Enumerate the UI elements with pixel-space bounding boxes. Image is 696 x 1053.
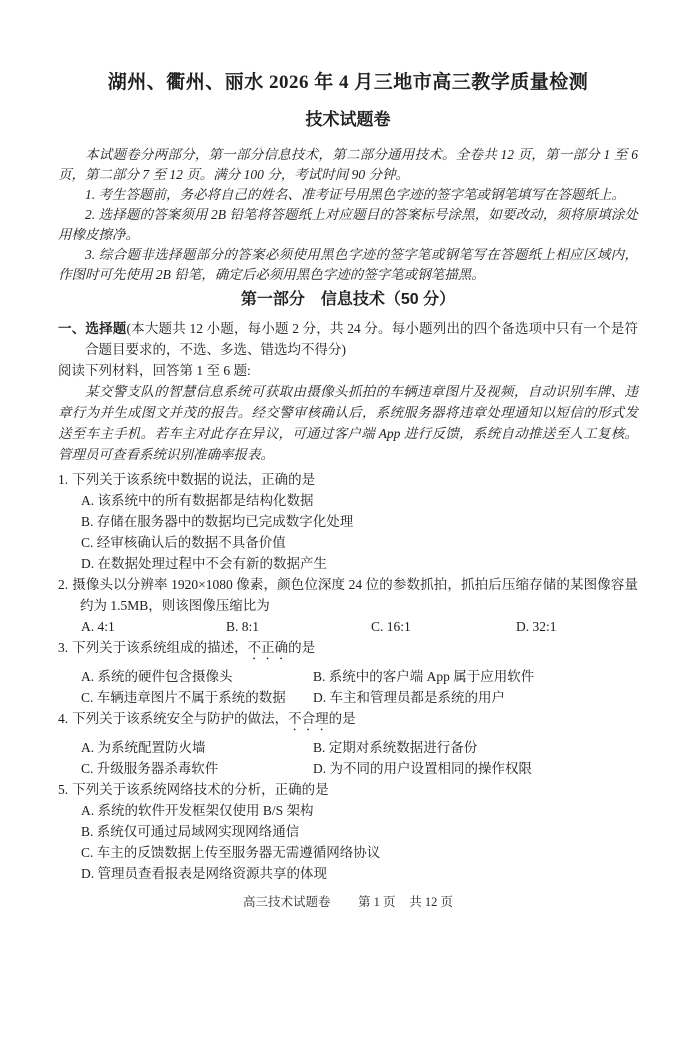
question-5-stem — [58, 779, 638, 800]
option-c: C. 升级服务器杀毒软件 — [81, 761, 219, 776]
section-heading: 第一部分 信息技术（50 分） — [240, 291, 456, 308]
option-a: A. 该系统中的所有数据都是结构化数据 — [81, 493, 314, 508]
instruction-item-2: 2. 选择题的答案须用 2B 铅笔将答题纸上对应题目的答案标号涂黑，如要改动，须将原填涂处用橡皮擦净。 — [58, 207, 638, 242]
question-2-options — [58, 616, 638, 637]
option-b: B. 定期对系统数据进行备份 — [313, 740, 478, 755]
stem-text: 摄像头以分辨率 1920×1080 像素，颜色位深度 24 位的参数抓拍，抓拍后压缩存储的某图像容量约为 1.5MB，则该图像压缩比为 — [72, 577, 638, 613]
option-b: B. 存储在服务器中的数据均已完成数字化处理 — [81, 514, 354, 529]
question-type-heading — [58, 318, 638, 360]
option-b: B. 8:1 — [226, 619, 260, 634]
question-4 — [58, 708, 638, 779]
exam-page — [0, 70, 696, 1053]
stem-text: 下列关于该系统组成的描述， — [72, 640, 248, 655]
question-2 — [58, 574, 638, 637]
stem-text: 下列关于该系统中数据的说法，正确的是 — [72, 472, 316, 487]
question-number: 1. — [58, 472, 69, 487]
question-type-label: 一、选择题 — [58, 321, 127, 336]
question-1-options — [58, 490, 638, 574]
option-d: D. 车主和管理员都是系统的用户 — [313, 690, 505, 705]
material-paragraph: 某交警支队的智慧信息系统可获取由摄像头抓拍的车辆违章图片及视频，自动识别车牌、违章行为并生成图文并茂的报告。经交警审核确认后，系统服务器将违章处理通知以短信的形式发送至车主手机。若车主对此存在异议，可通过客户端 App 进行反馈，系统自动推送至人工复核。管理员可查看系统识别准确率报表。 — [58, 384, 638, 462]
stem-text: 的是 — [328, 711, 356, 726]
question-3-options — [58, 666, 638, 708]
option-a: A. 4:1 — [81, 619, 115, 634]
question-number: 5. — [58, 782, 69, 797]
option-c: C. 车主的反馈数据上传至服务器无需遵循网络协议 — [81, 845, 381, 860]
option-d: D. 在数据处理过程中不会有新的数据产生 — [81, 556, 327, 571]
option-b: B. 系统仅可通过局域网实现网络通信 — [81, 824, 300, 839]
question-type-desc: (本大题共 12 小题，每小题 2 分，共 24 分。每小题列出的四个备选项中只有一个是符合题目要求的，不选、多选、错选均不得分) — [85, 321, 638, 357]
footer-page-number: 第 1 页 — [357, 895, 396, 909]
stem-emphasized-text: 不正确 — [247, 640, 289, 655]
question-2-stem — [58, 574, 638, 616]
page-subtitle: 技术试题卷 — [305, 110, 391, 129]
question-3 — [58, 637, 638, 708]
option-a: A. 为系统配置防火墙 — [81, 740, 206, 755]
option-c: C. 经审核确认后的数据不具备价值 — [81, 535, 286, 550]
option-d: D. 32:1 — [516, 619, 557, 634]
question-number: 2. — [58, 577, 69, 592]
option-d: D. 管理员查看报表是网络资源共享的体现 — [81, 866, 327, 881]
option-a: A. 系统的软件开发框架仅使用 B/S 架构 — [81, 803, 314, 818]
footer-page-total: 共 12 页 — [409, 895, 454, 909]
stem-text: 下列关于该系统网络技术的分析，正确的是 — [72, 782, 329, 797]
page-title: 湖州、衢州、丽水 2026 年 4 月三地市高三教学质量检测 — [107, 72, 589, 93]
question-5 — [58, 779, 638, 884]
question-number: 4. — [58, 711, 69, 726]
instruction-item-3: 3. 综合题非选择题部分的答案必须使用黑色字迹的签字笔或钢笔写在答题纸上相应区域内，作图时可先使用 2B 铅笔，确定后必须用黑色字迹的签字笔或钢笔描黑。 — [58, 247, 638, 282]
question-number: 3. — [58, 640, 69, 655]
question-3-stem — [58, 637, 638, 663]
footer-doc-name: 高三技术试题卷 — [242, 895, 331, 909]
stem-text: 的是 — [288, 640, 316, 655]
option-c: C. 车辆违章图片不属于系统的数据 — [81, 690, 286, 705]
question-5-options — [58, 800, 638, 884]
reading-prompt: 阅读下列材料，回答第 1 至 6 题: — [58, 363, 251, 378]
question-4-options — [58, 737, 638, 779]
exam-instructions — [58, 145, 638, 285]
option-a: A. 系统的硬件包含摄像头 — [81, 669, 233, 684]
stem-text: 下列关于该系统安全与防护的做法， — [72, 711, 289, 726]
page-footer — [58, 893, 638, 911]
option-c: C. 16:1 — [371, 619, 411, 634]
stem-emphasized-text: 不合理 — [288, 711, 329, 726]
question-1 — [58, 469, 638, 574]
question-4-stem — [58, 708, 638, 734]
option-b: B. 系统中的客户端 App 属于应用软件 — [313, 669, 535, 684]
option-d: D. 为不同的用户设置相同的操作权限 — [313, 761, 532, 776]
question-1-stem — [58, 469, 638, 490]
instruction-overview: 本试题卷分两部分，第一部分信息技术，第二部分通用技术。全卷共 12 页，第一部分 1 至 6 页，第二部分 7 至 12 页。满分 100 分，考试时间 90 分钟。 — [58, 147, 638, 182]
instruction-item-1: 1. 考生答题前，务必将自己的姓名、准考证号用黑色字迹的签字笔或钢笔填写在答题纸上。 — [85, 187, 625, 202]
